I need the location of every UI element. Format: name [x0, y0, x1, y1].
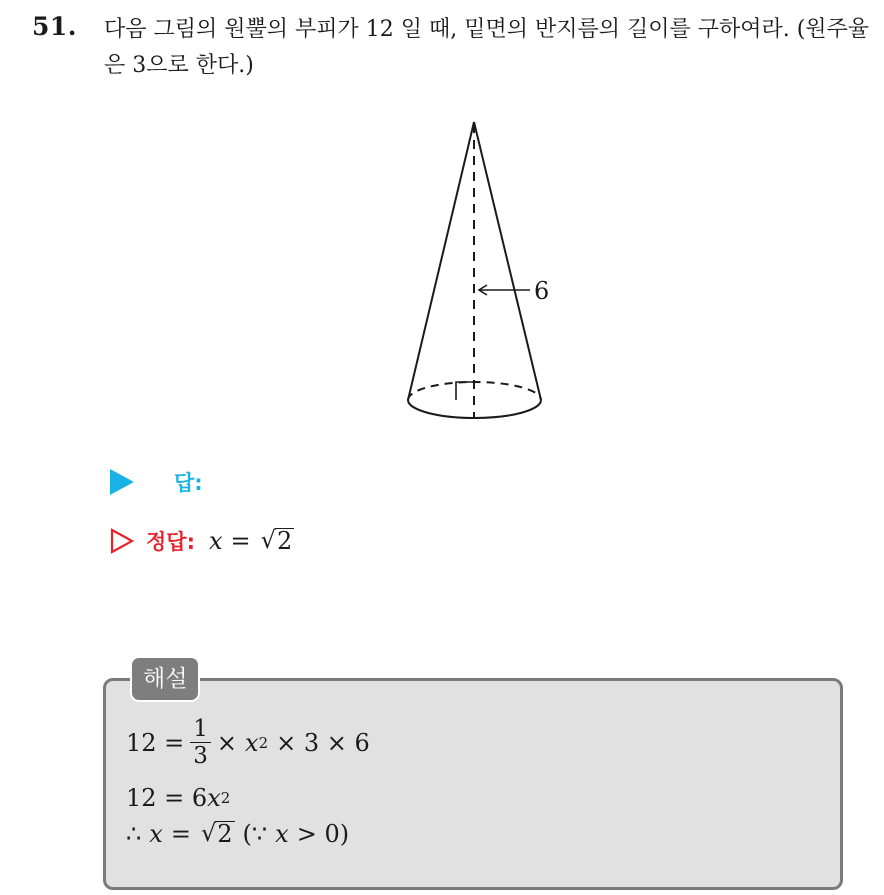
fraction [190, 716, 211, 769]
answer-math [209, 527, 294, 555]
question-text: 다음 그림의 원뿔의 부피가 12 일 때, 밑면의 반지름의 길이를 구하여라. (원주율은 3으로 한다.) [104, 17, 870, 78]
explanation-line-3 [126, 820, 349, 848]
line1-exponent: 2 [258, 733, 269, 752]
right-angle-mark [456, 382, 474, 400]
answer-blank-label: 답: [174, 471, 203, 495]
line2-variable: x [207, 784, 221, 812]
line1-rest: × 3 × 6 [276, 728, 370, 757]
answer-correct-row [110, 526, 294, 556]
sqrt-sign-icon: √ [260, 525, 276, 554]
line2-lhs: 12 = 6 [126, 784, 208, 812]
condition-variable: x [275, 820, 289, 848]
answer-blank-row [110, 467, 203, 497]
answer-radicand: 2 [276, 526, 293, 555]
answer-equals: = [230, 527, 251, 555]
line1-variable: x [245, 728, 259, 757]
height-label: 6 [534, 277, 550, 305]
fraction-numerator: 1 [193, 716, 208, 742]
explanation-line-2 [126, 784, 230, 812]
therefore-symbol: ∴ [126, 820, 142, 848]
fraction-denominator: 3 [190, 742, 211, 769]
explanation-tab: 해설 [130, 656, 200, 702]
condition-rest: > 0) [296, 820, 350, 848]
cone-right-edge [474, 122, 541, 400]
line3-sqrt [200, 818, 235, 848]
filled-triangle-icon [110, 469, 134, 495]
explanation-line-1 [126, 716, 370, 769]
sqrt-sign-icon: √ [200, 818, 217, 847]
line3-radicand: 2 [217, 819, 233, 848]
question-number: 51. [32, 12, 77, 41]
cone-figure [390, 108, 590, 428]
answer-sqrt [260, 525, 295, 555]
line2-exponent: 2 [220, 789, 231, 807]
condition-open: (∵ [242, 820, 268, 848]
cone-left-edge [408, 122, 474, 400]
line3-equals: = [170, 820, 191, 848]
line1-lhs: 12 = [126, 728, 185, 757]
line3-variable: x [149, 820, 163, 848]
outline-triangle-icon [110, 528, 134, 554]
line1-times: × [216, 728, 238, 757]
answer-correct-label: 정답: [146, 530, 195, 554]
answer-variable: x [208, 527, 223, 555]
